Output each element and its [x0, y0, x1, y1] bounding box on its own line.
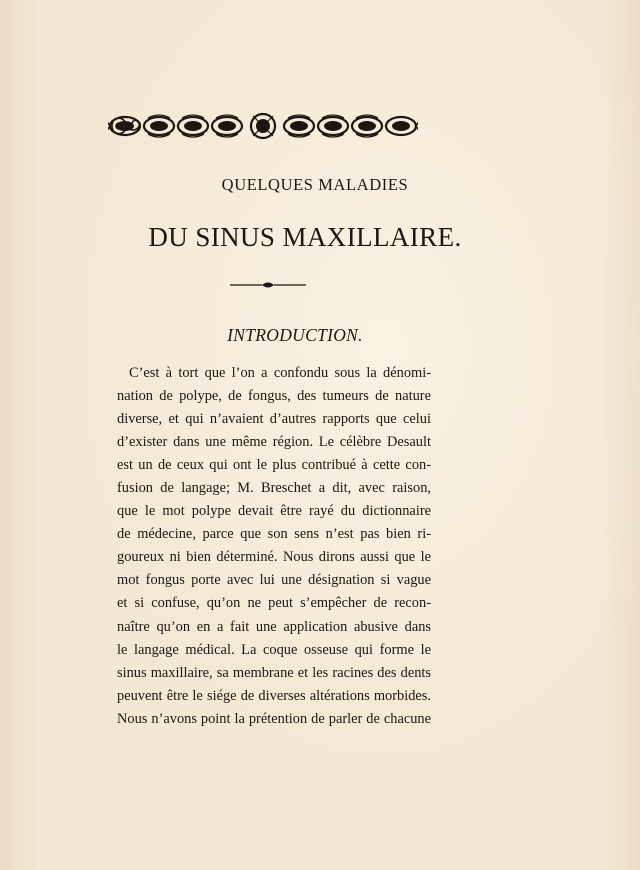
- text-line: nation de polype, de fongus, des tumeurs de nature: [117, 388, 431, 405]
- text-line: et si confuse, qu’on ne peut s’empêcher de recon-: [117, 595, 431, 612]
- text-line: peuvent être le siége de diverses altérations morbides.: [117, 687, 431, 704]
- text-line: que le mot polype devait être rayé du dictionnaire: [117, 503, 431, 520]
- section-title: INTRODUCTION.: [227, 325, 363, 345]
- text-line: mot fongus porte avec lui une désignation si vague: [117, 572, 431, 589]
- text-line: Nous n’avons point la prétention de parler de chacune: [117, 710, 431, 727]
- text-line: goureux ni bien déterminé. Nous dirons aussi que le: [117, 549, 431, 566]
- separator-rule: [228, 279, 308, 291]
- text-line: de médecine, parce que son sens n’est pas bien ri-: [117, 526, 431, 543]
- decorative-ornament-band: [108, 110, 418, 142]
- body-paragraph: [117, 362, 431, 731]
- text-line: fusion de langage; M. Breschet a dit, avec raison,: [117, 480, 431, 497]
- title-line-1: QUELQUES MALADIES: [221, 175, 409, 194]
- text-line: naître qu’on en a fait une application abusive dans: [117, 618, 431, 635]
- text-line: est un de ceux qui ont le plus contribué à cette con-: [117, 457, 431, 474]
- title-line-2: DU SINUS MAXILLAIRE.: [148, 222, 462, 252]
- text-line: sinus maxillaire, sa membrane et les racines des dents: [117, 664, 431, 681]
- text-line: d’exister dans une même région. Le célèbre Desault: [117, 434, 431, 451]
- text-line: diverse, et qui n’avaient d’autres rapports que celui: [117, 411, 431, 428]
- text-line: C’est à tort que l’on a confondu sous la dénomi-: [129, 365, 431, 381]
- text-line: le langage médical. La coque osseuse qui forme le: [117, 641, 431, 658]
